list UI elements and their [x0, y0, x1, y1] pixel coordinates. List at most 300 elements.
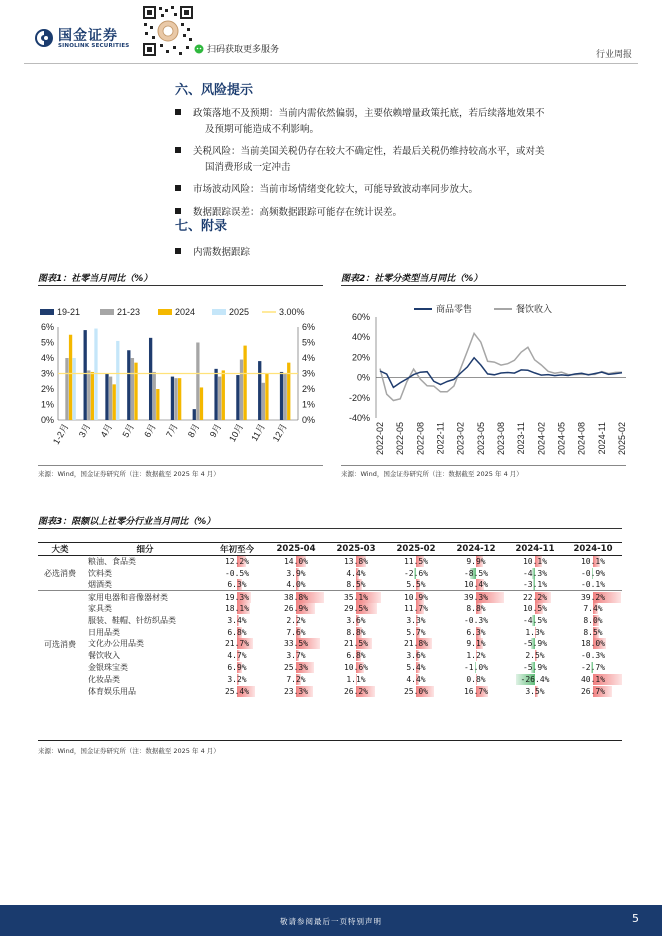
cell-value: 10.9%: [403, 592, 429, 602]
cell-value: -0.3%: [580, 651, 606, 661]
page-number: 5: [632, 912, 639, 925]
cell-value: 0.8%: [466, 674, 486, 684]
x-tick-label: 2022-02: [375, 422, 385, 456]
cell-value: 9.1%: [466, 639, 486, 649]
cell-value: 8.8%: [346, 627, 366, 637]
cell-value: 21.5%: [343, 639, 369, 649]
bar: [171, 377, 174, 420]
data-cell: [208, 662, 266, 674]
bar: [222, 370, 225, 420]
y-tick-label: -40%: [348, 413, 370, 423]
cell-value: 6.3%: [466, 627, 486, 637]
x-tick-label: 2024-11: [596, 422, 607, 455]
row-label: 体育娱乐用品: [88, 686, 136, 696]
y-tick-label: 5%: [40, 337, 54, 348]
x-tick-label: 6月: [142, 422, 158, 440]
data-cell: [266, 603, 326, 615]
cell-value: 10.4%: [463, 580, 489, 590]
data-cell: [266, 626, 326, 638]
cell-value: 29.5%: [343, 604, 369, 614]
y-tick-label: 0%: [356, 372, 370, 383]
cell-value: 21.8%: [403, 639, 429, 649]
risk-list: [175, 106, 635, 220]
legend-swatch: [100, 309, 114, 315]
legend-label: 21-23: [117, 307, 141, 317]
data-cell: [208, 673, 266, 685]
cell-value: 6.8%: [227, 627, 247, 637]
cell-value: -4.5%: [522, 615, 548, 625]
chart1-title: 图表1：社零当月同比（%）: [38, 274, 153, 284]
bar: [69, 335, 72, 420]
x-tick-label: 2024-05: [556, 422, 567, 456]
cell-value: 5.5%: [406, 580, 426, 590]
data-cell: [446, 650, 506, 662]
bar: [283, 374, 286, 421]
y-tick-label: 4%: [40, 353, 54, 363]
data-cell: [208, 626, 266, 638]
data-cell: [326, 591, 386, 603]
legend-label: 3.00%: [279, 307, 305, 317]
x-tick-label: 10月: [227, 422, 246, 444]
cell-value: 3.9%: [286, 568, 306, 578]
wechat-icon: [194, 44, 204, 54]
data-cell: [208, 591, 266, 603]
y-tick-label: 0%: [40, 415, 54, 425]
cell-value: 4.4%: [406, 674, 426, 684]
cell-value: 7.2%: [286, 674, 306, 684]
chart1-bottom-rule: [38, 465, 323, 466]
chart2-bottom-rule: [341, 465, 626, 466]
data-cell: [564, 556, 622, 568]
data-cell: [326, 638, 386, 650]
data-cell: [446, 638, 506, 650]
bar: [149, 338, 152, 420]
y-tick-label: -20%: [348, 392, 370, 403]
data-cell: [326, 626, 386, 638]
y-tick-label: 40%: [351, 332, 370, 343]
cell-value: 8.8%: [466, 604, 486, 614]
bullet-square-icon: [175, 185, 181, 191]
data-cell: [446, 614, 506, 626]
bar: [91, 372, 94, 420]
data-cell: [266, 673, 326, 685]
data-cell: [326, 614, 386, 626]
bar: [153, 372, 156, 420]
legend-label: 2024: [175, 307, 196, 317]
bullet-square-icon: [175, 147, 181, 153]
data-cell: [326, 603, 386, 615]
disclaimer-link[interactable]: 敬请参阅最后一页特别声明: [280, 917, 382, 926]
data-cell: [386, 638, 446, 650]
bar: [193, 409, 196, 420]
chart1-bar-chart: [30, 292, 330, 464]
cell-value: 38.8%: [283, 592, 309, 602]
cell-value: 7.4%: [583, 604, 603, 614]
x-tick-label: 11月: [249, 422, 268, 443]
col-header: 2025-02: [386, 543, 446, 556]
x-tick-label: 7月: [164, 422, 180, 440]
chart1-source: 来源：Wind，国金证券研究所（注：数据截至 2025 年 4 月）: [38, 470, 220, 478]
table-row: [38, 556, 622, 568]
series-line: [380, 333, 622, 400]
data-cell: [386, 673, 446, 685]
x-tick-label: 8月: [185, 422, 202, 440]
y-tick-label: 2%: [302, 384, 316, 394]
cell-value: 3.6%: [346, 615, 366, 625]
cell-value: -3.1%: [522, 580, 548, 590]
cell-value: 23.3%: [283, 686, 309, 696]
data-cell: [208, 603, 266, 615]
chart2-line-chart: [336, 292, 631, 464]
x-tick-label: 2023-05: [475, 422, 486, 456]
x-tick-label: 2023-11: [516, 422, 527, 455]
data-cell: [208, 685, 266, 697]
col-header: 2024-12: [446, 543, 506, 556]
data-cell: [506, 579, 564, 591]
data-cell: [564, 626, 622, 638]
data-cell: [506, 673, 564, 685]
x-tick-label: 2022-08: [415, 422, 426, 456]
cell-value: -0.1%: [580, 580, 606, 590]
retail-industry-table: [38, 542, 622, 697]
data-cell: [208, 638, 266, 650]
cell-value: -5.9%: [522, 663, 548, 673]
cell-value: 2.2%: [286, 615, 306, 625]
list-item: 关税风险：当前美国关税仍存在较大不确定性，若最后关税仍维持较高水平，或对美 国消费形成一定冲击: [175, 144, 635, 175]
cell-value: 10.1%: [522, 557, 548, 567]
list-item: 内需数据跟踪: [175, 245, 250, 261]
y-tick-label: 3%: [302, 368, 316, 379]
row-label: 餐饮收入: [88, 651, 120, 661]
cell-value: 11.5%: [403, 557, 429, 567]
brand-name-en: SINOLINK SECURITIES: [58, 43, 130, 49]
col-header: 大类: [38, 543, 82, 556]
cell-value: 25.3%: [283, 663, 309, 673]
data-cell: [386, 650, 446, 662]
data-cell: [208, 650, 266, 662]
data-cell: [506, 626, 564, 638]
row-label: 家具类: [88, 604, 112, 614]
y-tick-label: 1%: [302, 399, 316, 410]
data-cell: [386, 591, 446, 603]
y-tick-label: 1%: [40, 399, 54, 410]
row-label: 化妆品类: [88, 674, 120, 684]
cell-value: 4.4%: [346, 568, 366, 578]
row-label: 日用品类: [88, 627, 120, 637]
data-cell: [446, 673, 506, 685]
group-label: 可选消费: [38, 591, 82, 697]
cell-value: -8.5%: [463, 568, 489, 578]
bar: [243, 346, 246, 420]
cell-value: 4.0%: [286, 580, 306, 590]
chart1-title-rule: [38, 285, 323, 286]
cell-value: 1.2%: [466, 651, 486, 661]
bar: [113, 384, 116, 420]
section-risk-title: 六、风险提示: [175, 83, 254, 98]
legend-swatch: [212, 309, 226, 315]
data-cell: [266, 556, 326, 568]
y-tick-label: 5%: [302, 337, 316, 348]
data-cell: [386, 626, 446, 638]
data-cell: [564, 567, 622, 579]
data-cell: [386, 579, 446, 591]
data-cell: [506, 567, 564, 579]
table-row: [38, 614, 622, 626]
bar: [174, 378, 177, 420]
x-tick-label: 4月: [98, 422, 115, 440]
bar: [200, 387, 203, 420]
data-cell: [506, 591, 564, 603]
sinolink-logo-icon: [34, 28, 54, 48]
table-row: [38, 662, 622, 674]
cell-value: 39.2%: [580, 592, 606, 602]
data-cell: [564, 673, 622, 685]
data-cell: [446, 626, 506, 638]
data-cell: [266, 591, 326, 603]
cell-value: 3.5%: [525, 686, 545, 696]
bar: [214, 369, 217, 420]
list-item: 数据跟踪误差：高频数据跟踪可能存在统计误差。: [175, 205, 635, 221]
row-label: 服装、鞋帽、针纺织品类: [88, 615, 176, 625]
data-cell: [326, 556, 386, 568]
cell-value: 3.3%: [406, 615, 426, 625]
bullet-square-icon: [175, 109, 181, 115]
cell-value: 16.7%: [463, 686, 489, 696]
y-tick-label: 0%: [302, 415, 316, 425]
cell-value: 3.7%: [286, 651, 306, 661]
cell-value: -26.4%: [520, 674, 550, 684]
legend-label: 19-21: [57, 307, 81, 317]
cell-value: -0.5%: [224, 568, 250, 578]
y-tick-label: 4%: [302, 353, 316, 363]
bar: [196, 343, 199, 421]
data-cell: [386, 567, 446, 579]
table-header-row: [38, 543, 622, 556]
row-label: 家用电器和音像器材类: [82, 591, 208, 603]
x-tick-label: 12月: [270, 422, 289, 444]
cell-value: 6.9%: [227, 663, 247, 673]
list-item: 市场波动风险：当前市场情绪变化较大，可能导致波动率同步放大。: [175, 182, 635, 198]
bar: [109, 377, 112, 420]
cell-value: 18.1%: [224, 604, 250, 614]
x-tick-label: 3月: [76, 422, 93, 440]
data-cell: [208, 556, 266, 568]
data-cell: [386, 662, 446, 674]
x-tick-label: 9月: [207, 422, 224, 440]
y-tick-label: 6%: [40, 322, 54, 332]
qr-code-icon[interactable]: [141, 4, 195, 58]
bar: [236, 375, 239, 420]
chart3-title: 图表3：限额以上社零分行业当月同比（%）: [38, 517, 216, 527]
bar: [262, 383, 265, 420]
cell-value: 3.4%: [227, 615, 247, 625]
data-cell: [266, 662, 326, 674]
data-cell: [326, 685, 386, 697]
x-tick-label: 2023-02: [455, 422, 466, 456]
col-header: 细分: [82, 543, 208, 556]
row-label: 金银珠宝类: [88, 663, 128, 673]
bar: [178, 378, 181, 420]
cell-value: 13.8%: [343, 557, 369, 567]
bar: [280, 372, 283, 420]
report-type: 行业周报: [596, 50, 633, 60]
data-cell: [266, 638, 326, 650]
chart3-title-rule: [38, 528, 622, 529]
list-item: 政策落地不及预期：当前内需依然偏弱，主要依赖增量政策托底，若后续落地效果不 及预期可能造成不利影响。: [175, 106, 635, 137]
x-tick-label: 2025-02: [617, 422, 627, 456]
cell-value: 19.3%: [224, 592, 250, 602]
cell-value: 5.7%: [406, 627, 426, 637]
bar: [265, 374, 268, 421]
data-cell: [208, 567, 266, 579]
bar: [240, 360, 243, 420]
data-cell: [386, 556, 446, 568]
table-row: [38, 650, 622, 662]
bar: [127, 350, 130, 420]
bar: [73, 358, 76, 420]
data-cell: [446, 556, 506, 568]
data-cell: [266, 650, 326, 662]
cell-value: 2.5%: [525, 651, 545, 661]
data-cell: [506, 556, 564, 568]
data-cell: [326, 662, 386, 674]
data-cell: [564, 650, 622, 662]
legend-label: 餐饮收入: [516, 304, 553, 314]
table-row: [38, 673, 622, 685]
cell-value: 3.2%: [227, 674, 247, 684]
bar: [131, 358, 134, 420]
data-cell: [506, 650, 564, 662]
data-cell: [506, 614, 564, 626]
data-cell: [326, 579, 386, 591]
data-cell: [506, 685, 564, 697]
data-cell: [506, 638, 564, 650]
data-cell: [564, 638, 622, 650]
x-tick-label: 2024-08: [576, 422, 587, 456]
col-header: 2025-03: [326, 543, 386, 556]
x-tick-label: 2023-08: [496, 422, 506, 456]
row-label: 文化办公用品类: [88, 639, 144, 649]
cell-value: 1.1%: [346, 674, 366, 684]
cell-value: -2.6%: [403, 568, 429, 578]
cell-value: 4.7%: [227, 651, 247, 661]
col-header: 2024-10: [564, 543, 622, 556]
data-cell: [266, 579, 326, 591]
data-cell: [386, 614, 446, 626]
data-cell: [506, 662, 564, 674]
chart2-title: 图表2：社零分类型当月同比（%）: [341, 274, 483, 284]
data-cell: [208, 614, 266, 626]
row-label: 饮料类: [88, 568, 112, 578]
table-row: [38, 591, 622, 603]
cell-value: 11.7%: [403, 604, 429, 614]
cell-value: 33.5%: [283, 639, 309, 649]
data-cell: [564, 662, 622, 674]
bar: [218, 377, 221, 420]
chart3-source: 来源：Wind，国金证券研究所（注：数据截至 2025 年 4 月）: [38, 747, 220, 755]
brand-name: 国金证券: [58, 28, 118, 44]
cell-value: 26.9%: [283, 604, 309, 614]
cell-value: 25.0%: [403, 686, 429, 696]
data-cell: [446, 685, 506, 697]
cell-value: 3.6%: [406, 651, 426, 661]
chart2-title-rule: [341, 285, 626, 286]
table-row: [38, 603, 622, 615]
cell-value: 39.3%: [463, 592, 489, 602]
cell-value: -4.3%: [522, 568, 548, 578]
data-cell: [326, 650, 386, 662]
legend-label: 2025: [229, 307, 250, 317]
cell-value: 9.9%: [466, 557, 486, 567]
cell-value: 8.5%: [346, 580, 366, 590]
data-cell: [446, 579, 506, 591]
col-header: 年初至今: [208, 543, 266, 556]
data-cell: [326, 673, 386, 685]
header-divider: [24, 63, 638, 64]
bullet-square-icon: [175, 248, 181, 254]
x-tick-label: 2022-11: [435, 422, 446, 455]
cell-value: 10.1%: [580, 557, 606, 567]
bar: [116, 341, 119, 420]
cell-value: 1.3%: [525, 627, 545, 637]
bar: [84, 330, 87, 420]
col-header: 2025-04: [266, 543, 326, 556]
y-tick-label: 2%: [40, 384, 54, 394]
bar: [87, 370, 90, 420]
y-tick-label: 60%: [351, 312, 370, 322]
qr-caption: 扫码获取更多服务: [207, 45, 280, 55]
data-cell: [266, 685, 326, 697]
x-tick-label: 2024-02: [536, 422, 547, 456]
data-cell: [564, 591, 622, 603]
cell-value: -5.9%: [522, 639, 548, 649]
y-tick-label: 3%: [40, 368, 54, 379]
bar: [105, 374, 108, 421]
cell-value: 6.3%: [227, 580, 247, 590]
cell-value: 10.5%: [522, 604, 548, 614]
cell-value: 8.0%: [583, 615, 603, 625]
cell-value: 18.0%: [580, 639, 606, 649]
data-cell: [266, 567, 326, 579]
cell-value: 12.2%: [224, 557, 250, 567]
y-tick-label: 20%: [351, 352, 370, 363]
data-cell: [564, 603, 622, 615]
cell-value: 21.7%: [224, 639, 250, 649]
data-cell: [446, 662, 506, 674]
row-label: 烟酒类: [88, 580, 112, 590]
x-tick-label: 1-2月: [50, 422, 71, 447]
cell-value: 7.6%: [286, 627, 306, 637]
chart3-bottom-rule: [38, 740, 622, 741]
group-label: 必选消费: [44, 568, 76, 578]
data-cell: [326, 567, 386, 579]
cell-value: 10.6%: [343, 663, 369, 673]
cell-value: 26.7%: [580, 686, 606, 696]
legend-swatch: [158, 309, 172, 315]
data-cell: [446, 591, 506, 603]
cell-value: 26.2%: [343, 686, 369, 696]
section-appendix-title: 七、附录: [175, 219, 228, 234]
bar: [287, 363, 290, 420]
cell-value: 22.2%: [522, 592, 548, 602]
cell-value: -1.0%: [463, 663, 489, 673]
data-cell: [564, 685, 622, 697]
data-cell: [446, 603, 506, 615]
cell-value: 14.0%: [283, 557, 309, 567]
row-label: 粮油、食品类: [88, 557, 136, 567]
data-cell: [564, 579, 622, 591]
cell-value: 8.5%: [583, 627, 603, 637]
